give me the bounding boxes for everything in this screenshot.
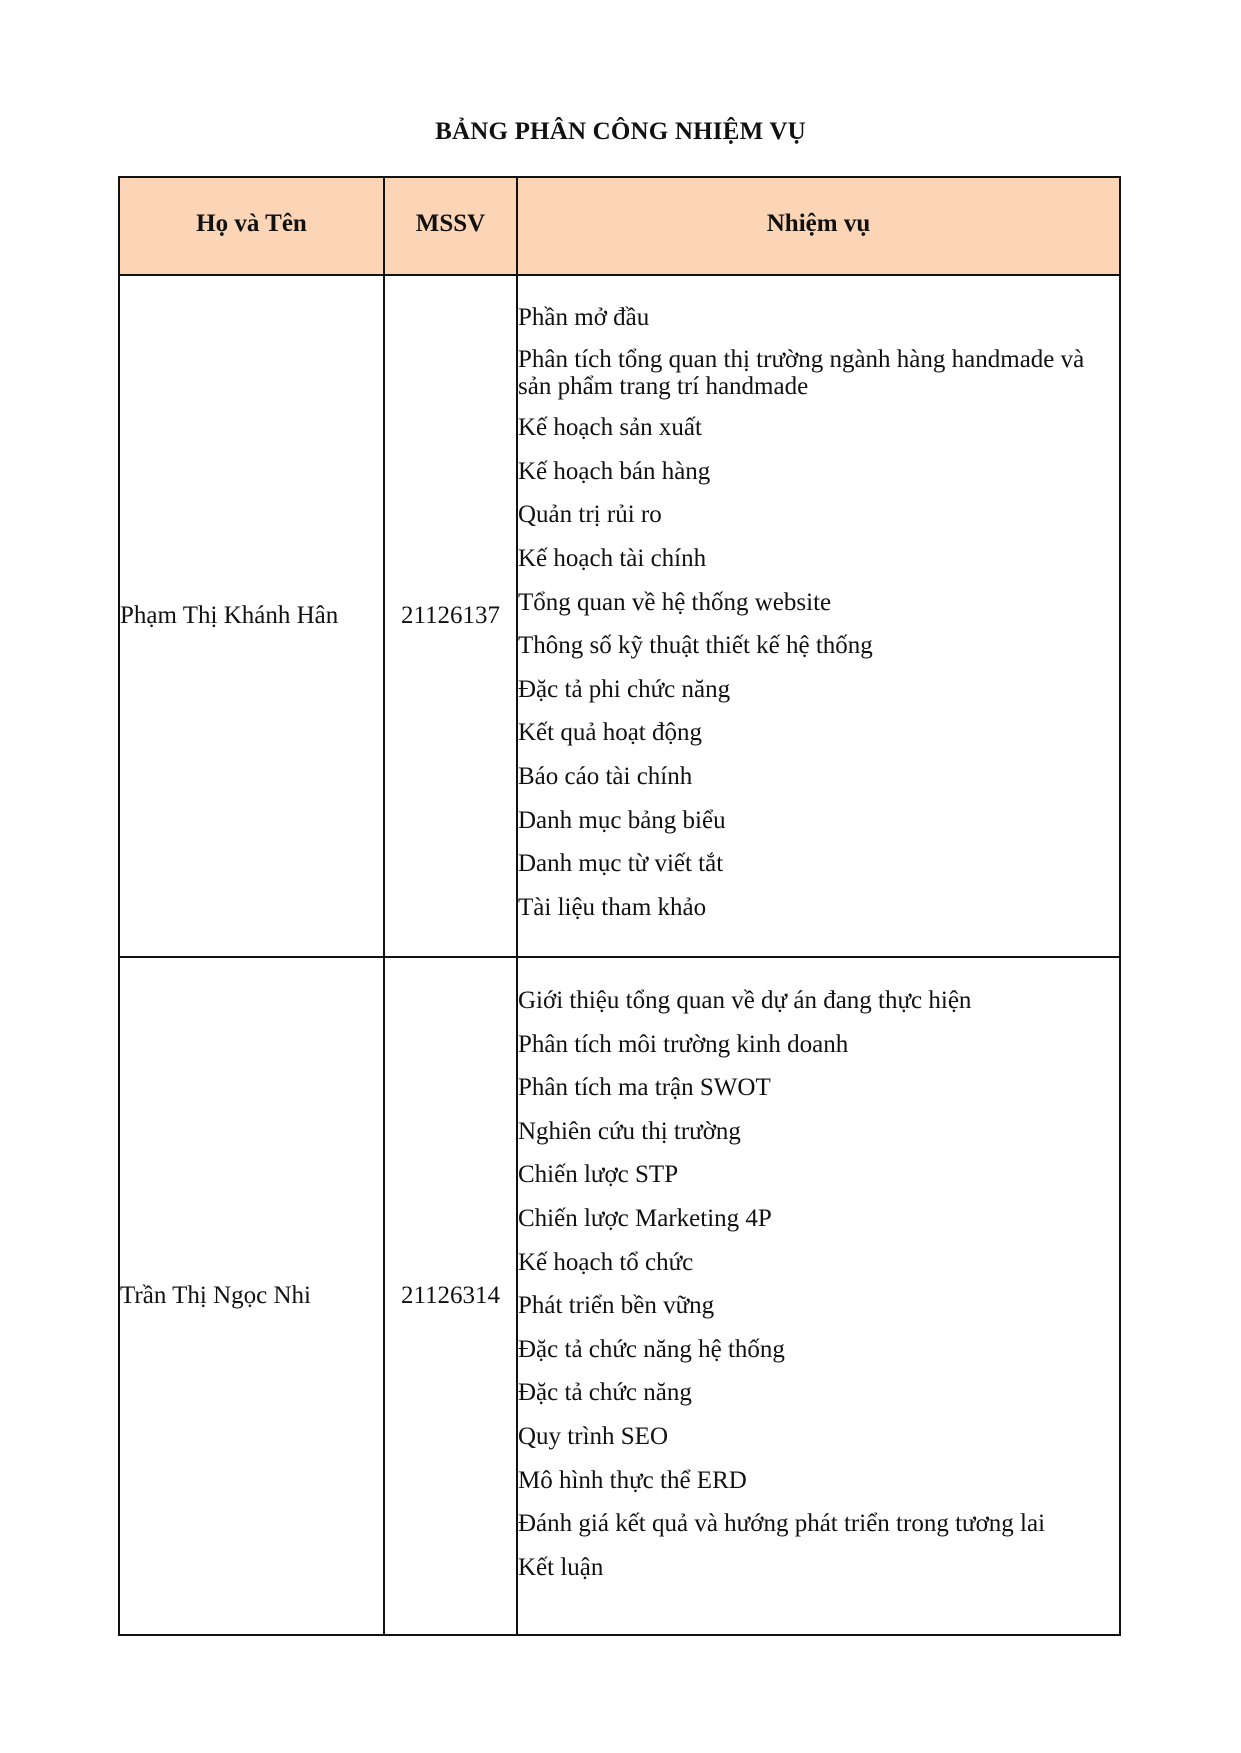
header-tasks: Nhiệm vụ	[517, 177, 1120, 275]
task-list	[518, 958, 1119, 1583]
task-cell	[517, 957, 1120, 1635]
task-item: Phân tích tổng quan thị trường ngành hàng handmade và sản phẩm trang trí handmade	[518, 345, 1085, 400]
task-item: Quản trị rủi ro	[518, 501, 662, 529]
task-item: Danh mục từ viết tắt	[518, 850, 724, 878]
table-row	[119, 957, 1120, 1635]
task-item: Tổng quan về hệ thống website	[518, 588, 832, 616]
task-item: Phân tích môi trường kinh doanh	[518, 1030, 849, 1058]
page-title: BẢNG PHÂN CÔNG NHIỆM VỤ	[435, 118, 806, 145]
task-item: Kế hoạch sản xuất	[518, 414, 702, 442]
task-item: Thông số kỹ thuật thiết kế hệ thống	[518, 632, 873, 660]
task-item: Kế hoạch tổ chức	[518, 1248, 694, 1276]
table-header-row	[119, 177, 1120, 275]
task-item: Báo cáo tài chính	[518, 762, 693, 790]
task-item: Kết luận	[518, 1553, 604, 1581]
header-name: Họ và Tên	[119, 177, 384, 275]
task-item: Mô hình thực thể ERD	[518, 1466, 747, 1494]
task-item: Danh mục bảng biểu	[518, 806, 726, 834]
task-item: Tài liệu tham khảo	[518, 893, 707, 921]
task-item: Giới thiệu tổng quan về dự án đang thực hiện	[518, 987, 972, 1014]
task-list	[518, 276, 1119, 923]
student-id: 21126137	[384, 275, 517, 957]
task-item: Quy trình SEO	[518, 1422, 668, 1450]
task-item: Kết quả hoạt động	[518, 719, 702, 747]
task-item: Phần mở đầu	[518, 304, 650, 331]
student-id: 21126314	[384, 957, 517, 1635]
task-item: Kế hoạch tài chính	[518, 544, 707, 572]
task-item: Đánh giá kết quả và hướng phát triển trong tương lai	[518, 1510, 1046, 1538]
table-row	[119, 275, 1120, 957]
task-cell	[517, 275, 1120, 957]
task-item: Phân tích ma trận SWOT	[518, 1074, 771, 1102]
header-student-id: MSSV	[384, 177, 517, 275]
task-item: Nghiên cứu thị trường	[518, 1117, 741, 1145]
task-item: Chiến lược STP	[518, 1161, 679, 1189]
assignment-table	[118, 176, 1121, 1636]
task-item: Đặc tả chức năng	[518, 1379, 692, 1407]
task-item: Chiến lược Marketing 4P	[518, 1204, 772, 1232]
task-item: Đặc tả chức năng hệ thống	[518, 1335, 785, 1363]
member-name: Trần Thị Ngọc Nhi	[119, 957, 384, 1635]
task-item: Đặc tả phi chức năng	[518, 675, 731, 703]
member-name: Phạm Thị Khánh Hân	[119, 275, 384, 957]
task-item: Phát triển bền vững	[518, 1292, 715, 1320]
task-item: Kế hoạch bán hàng	[518, 457, 711, 485]
